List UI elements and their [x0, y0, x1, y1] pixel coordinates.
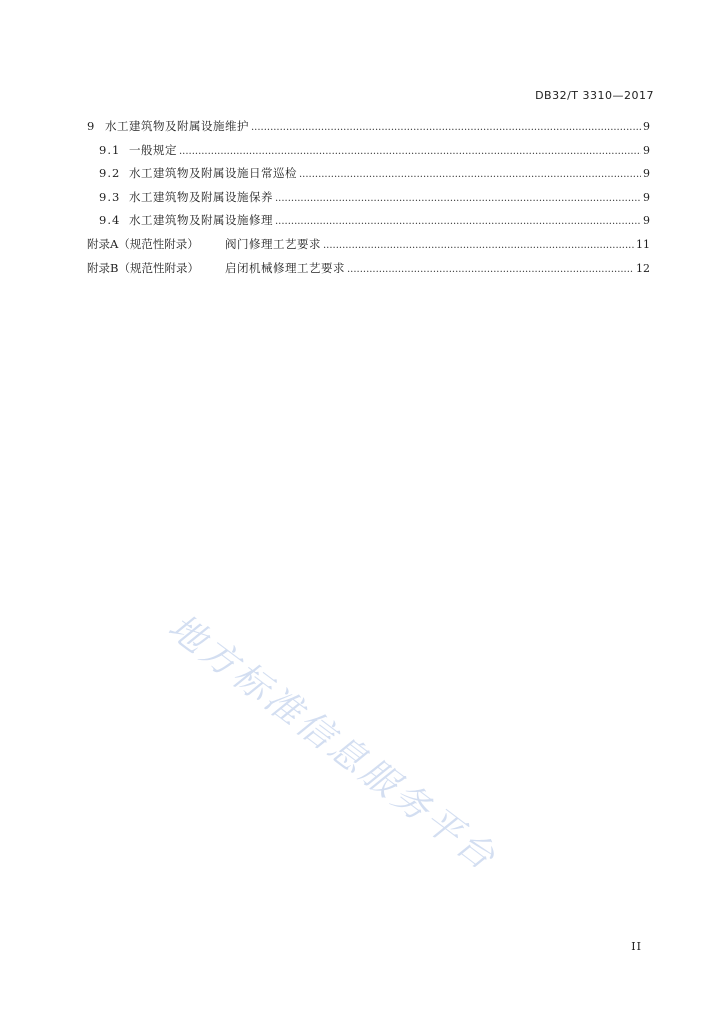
- toc-entry-number: 附录A（规范性附录）: [87, 236, 199, 251]
- toc-entry-title: 阀门修理工艺要求: [225, 236, 321, 251]
- toc-leader-dots: [179, 144, 641, 160]
- toc-entry-number: 9.2: [99, 166, 121, 181]
- toc-leader-dots: [251, 120, 641, 136]
- toc-entry-title: 一般规定: [129, 142, 177, 157]
- toc-entry-number: 9.4: [99, 213, 121, 228]
- toc-entry-title: 水工建筑物及附属设施维护: [105, 119, 249, 133]
- toc-entry-9-2[interactable]: [87, 165, 650, 189]
- toc-entry-9-3[interactable]: [87, 189, 650, 213]
- toc-entry-title: 水工建筑物及附属设施保养: [129, 189, 273, 204]
- toc-entry-page: 11: [636, 237, 650, 251]
- table-of-contents: [87, 118, 650, 283]
- toc-entry-appendix-b[interactable]: [87, 260, 650, 284]
- toc-leader-dots: [275, 214, 641, 230]
- toc-entry-page: 9: [643, 120, 650, 133]
- toc-entry-title: 水工建筑物及附属设施日常巡检: [129, 166, 297, 181]
- toc-entry-title: 启闭机械修理工艺要求: [225, 260, 345, 275]
- toc-entry-number: 9.3: [99, 189, 121, 204]
- toc-entry-title: 水工建筑物及附属设施修理: [129, 213, 273, 228]
- document-code: DB32/T 3310—2017: [535, 89, 654, 102]
- toc-entry-page: 9: [643, 214, 650, 228]
- toc-leader-dots: [323, 238, 634, 254]
- page-number: II: [631, 940, 642, 953]
- watermark: 地方标准信息服务平台: [160, 606, 505, 880]
- toc-entry-number: 9.1: [99, 142, 121, 157]
- toc-entry-9-4[interactable]: [87, 212, 650, 236]
- toc-entry-page: 12: [636, 261, 650, 275]
- toc-entry-number: 9: [87, 119, 95, 133]
- toc-entry-number: 附录B（规范性附录）: [87, 260, 199, 275]
- toc-entry-9[interactable]: [87, 118, 650, 142]
- toc-leader-dots: [275, 191, 641, 207]
- toc-leader-dots: [347, 262, 634, 278]
- toc-entry-page: 9: [643, 190, 650, 204]
- toc-entry-appendix-a[interactable]: [87, 236, 650, 260]
- toc-leader-dots: [299, 167, 641, 183]
- toc-entry-9-1[interactable]: [87, 142, 650, 166]
- toc-entry-page: 9: [643, 167, 650, 181]
- toc-entry-page: 9: [643, 143, 650, 157]
